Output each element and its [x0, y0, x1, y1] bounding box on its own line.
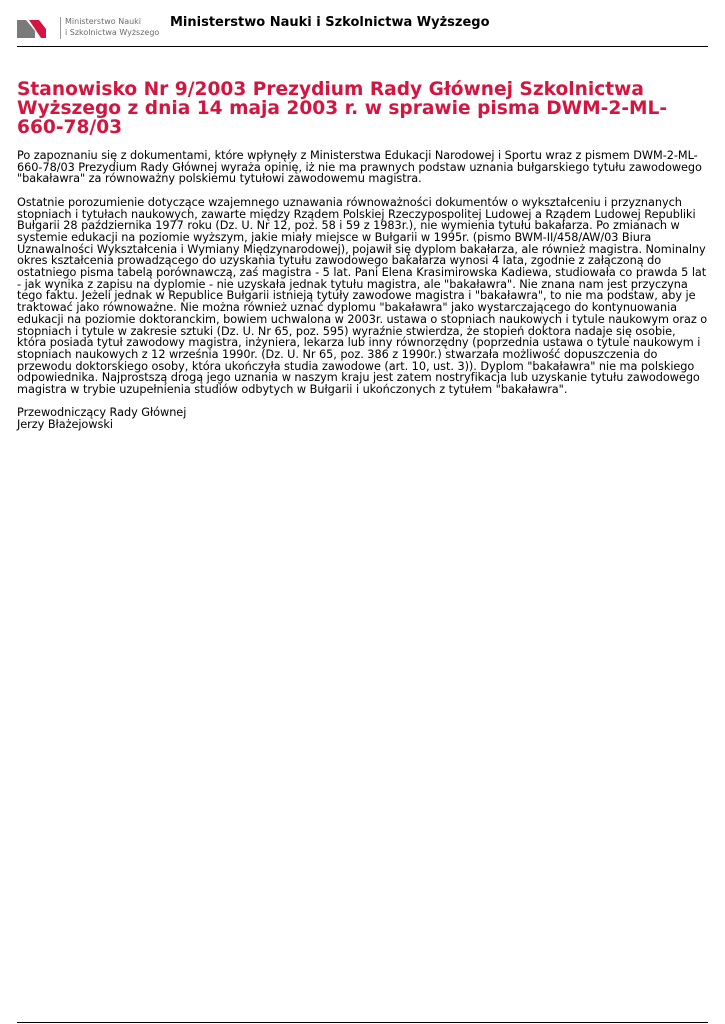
page-header	[17, 14, 708, 47]
logo-wordmark	[65, 17, 159, 38]
document-body	[17, 150, 708, 431]
paragraph-1: Po zapoznaniu się z dokumentami, które wpłynęły z Ministerstwa Edukacji Narodowej i Sportu wraz z pismem DWM-2-ML-660-78/03 Prezydium Rady Głównej wyraża opinię, iż nie ma prawnych podstaw uznania bułgarskiego tytułu zawodowego "bakaławra" za równoważny polskiemu tytułowi zawodowemu magistra.	[17, 149, 702, 186]
document-content	[17, 80, 708, 431]
footer-divider	[17, 1022, 708, 1023]
logo-divider	[60, 17, 61, 39]
ministry-logo-icon	[17, 18, 53, 38]
ministry-logo	[17, 16, 160, 42]
paragraph-2: Ostatnie porozumienie dotyczące wzajemnego uznawania równoważności dokumentów o wykształceniu i przyznanych stopniach i tytułach naukowych, zawarte między Rządem Polskiej Rzeczypospolitej Ludowej a Rządem Ludowej Republiki Bułgarii 28 października 1977 roku (Dz. U. Nr 12, poz. 58 i 59 z 1983r.), nie wymienia tytułu bakałarza. Po zmianach w systemie edukacji na poziomie wyższym, jakie miały miejsce w Bułgarii w 1995r. (pismo BWM-II/458/AW/03 Biura Uznawalności Wykształcenia i Wymiany Międzynarodowej), pojawił się dyplom bakałarza, ale również magistra. Nominalny okres kształcenia prowadzącego do uzyskania tytułu zawodowego bakałarza wynosi 4 lata, zgodnie z załączoną do ostatniego pisma tabelą porównawczą, zaś magistra - 5 lat. Pani Elena Krasimirowska Kadiewa, studiowała co prawda 5 lat - jak wynika z zapisu na dyplomie - nie uzyskała jednak tytułu magistra, ale "bakaławra". Nie znana nam jest przyczyna tego faktu. Jeżeli jednak w Republice Bułgarii istnieją tytuły zawodowe magistra i "bakaławra", to nie ma podstaw, aby je traktować jako równoważne. Nie można również uznać dyplomu "bakaławra" jako wystarczającego do kontynuowania edukacji na poziomie doktoranckim, bowiem uchwalona w 2003r. ustawa o stopniach naukowych i tytule naukowym oraz o stopniach i tytule w zakresie sztuki (Dz. U. Nr 65, poz. 595) wyraźnie stwierdza, że stopień doktora nadaje się osobie, która posiada tytuł zawodowy magistra, inżyniera, lekarza lub inny równorzędny (poprzednia ustawa o tytule naukowym i stopniach naukowych z 12 września 1990r. (Dz. U. Nr 65, poz. 386 z 1990r.) stwarzała możliwość dopuszczenia do przewodu doktorskiego osoby, która ukończyła studia zawodowe (art. 10, ust. 3)). Dyplom "bakaławra" nie ma polskiego odpowiednika. Najprostszą drogą jego uznania w naszym kraju jest zatem nostryfikacja lub uzyskanie tytułu zawodowego magistra w trybie uzupełnienia studiów odbytych w Bułgarii i ukończonych z tytułem "bakaławra".	[17, 195, 708, 397]
logo-line-1: Ministerstwo Nauki	[65, 17, 142, 26]
logo-line-2: i Szkolnictwa Wyższego	[65, 27, 160, 37]
signature-name: Jerzy Błażejowski	[17, 418, 113, 432]
signature-role: Przewodniczący Rady Głównej	[17, 406, 187, 420]
document-title: Stanowisko Nr 9/2003 Prezydium Rady Głównej Szkolnictwa Wyższego z dnia 14 maja 2003 r. w sprawie pisma DWM-2-ML-660-78/03	[17, 79, 668, 138]
header-title: Ministerstwo Nauki i Szkolnictwa Wyższego	[170, 15, 490, 30]
